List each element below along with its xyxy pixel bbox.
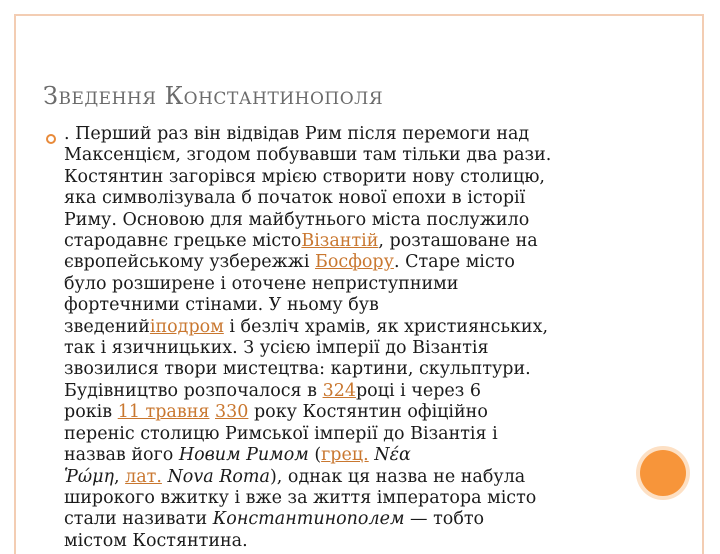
text-line <box>64 531 644 552</box>
text-segment: , розташоване на <box>378 231 538 252</box>
text-segment: назвав його <box>64 445 179 466</box>
decorative-circle <box>640 450 686 496</box>
hyperlink[interactable]: лат. <box>125 466 162 487</box>
text-segment: європейському узбережжі <box>64 252 315 273</box>
text-line <box>64 210 644 231</box>
hyperlink[interactable]: Босфору <box>315 252 394 273</box>
text-line <box>64 424 644 445</box>
italic-text: Константинополем <box>212 509 405 530</box>
text-segment: зведений <box>64 316 150 337</box>
text-segment: стародавнє грецьке місто <box>64 231 302 252</box>
text-segment: , <box>113 466 126 487</box>
slide-body-text <box>64 124 644 552</box>
text-segment: широкого вжитку і вже за життя імператора місто <box>64 487 537 508</box>
text-line <box>64 124 644 145</box>
slide-title: Зведення Константинополя <box>43 82 384 110</box>
text-segment: ( <box>308 445 322 466</box>
hyperlink[interactable]: 330 <box>215 402 249 423</box>
text-line <box>64 145 644 166</box>
text-segment: і безліч храмів, як християнських, <box>223 316 549 337</box>
text-segment: років <box>64 402 118 423</box>
hyperlink[interactable]: грец. <box>321 445 369 466</box>
hyperlink[interactable]: іподром <box>149 316 224 337</box>
text-segment: фортечними стінами. У ньому був <box>64 295 379 316</box>
hyperlink[interactable]: Візантій <box>301 231 379 252</box>
italic-text: Nova Roma <box>167 466 270 487</box>
text-segment: переніс столицю Римської імперії до Візантія і <box>64 423 498 444</box>
hyperlink[interactable]: 11 травня <box>117 402 210 423</box>
italic-text: Ῥώμη <box>64 466 114 487</box>
text-line <box>64 188 644 209</box>
text-segment: яка символізувала б початок нової епохи в історії <box>64 188 526 209</box>
text-segment: — тобто <box>404 509 485 530</box>
text-segment: Риму. Основою для майбутнього міста послужило <box>64 209 530 230</box>
text-segment: році і через 6 <box>355 380 482 401</box>
text-segment: так і язичницьких. З усією імперії до Візантія <box>64 338 489 359</box>
text-segment: було розширене і оточене неприступними <box>64 273 459 294</box>
italic-text: Новим Римом <box>178 445 309 466</box>
text-line <box>64 167 644 188</box>
text-segment: року Костянтин офіційно <box>248 402 488 423</box>
text-line <box>64 338 644 359</box>
text-line <box>64 467 644 488</box>
text-line <box>64 445 644 466</box>
text-line <box>64 402 644 423</box>
text-segment: Максенцієм, згодом побувавши там тільки два рази. <box>64 145 552 166</box>
text-line <box>64 295 644 316</box>
text-segment: . Перший раз він відвідав Рим після перемоги над <box>64 124 530 144</box>
text-segment: звозилися твори мистецтва: картини, скульптури. <box>64 359 531 380</box>
hyperlink[interactable]: 324 <box>322 380 356 401</box>
bullet-icon <box>46 134 56 144</box>
text-line <box>64 252 644 273</box>
text-segment: . Старе місто <box>393 252 515 273</box>
text-line <box>64 274 644 295</box>
text-line <box>64 359 644 380</box>
text-line <box>64 231 644 252</box>
text-line <box>64 488 644 509</box>
text-segment: стали називати <box>64 509 213 530</box>
text-segment: ), однак ця назва не набула <box>269 466 526 487</box>
text-line <box>64 381 644 402</box>
italic-text: Νέα <box>374 445 411 466</box>
text-segment: Будівництво розпочалося в <box>64 380 323 401</box>
text-line <box>64 317 644 338</box>
text-line <box>64 509 644 530</box>
text-segment: містом Костянтина. <box>64 530 248 551</box>
text-segment: Костянтин загорівся мрією створити нову столицю, <box>64 166 545 187</box>
